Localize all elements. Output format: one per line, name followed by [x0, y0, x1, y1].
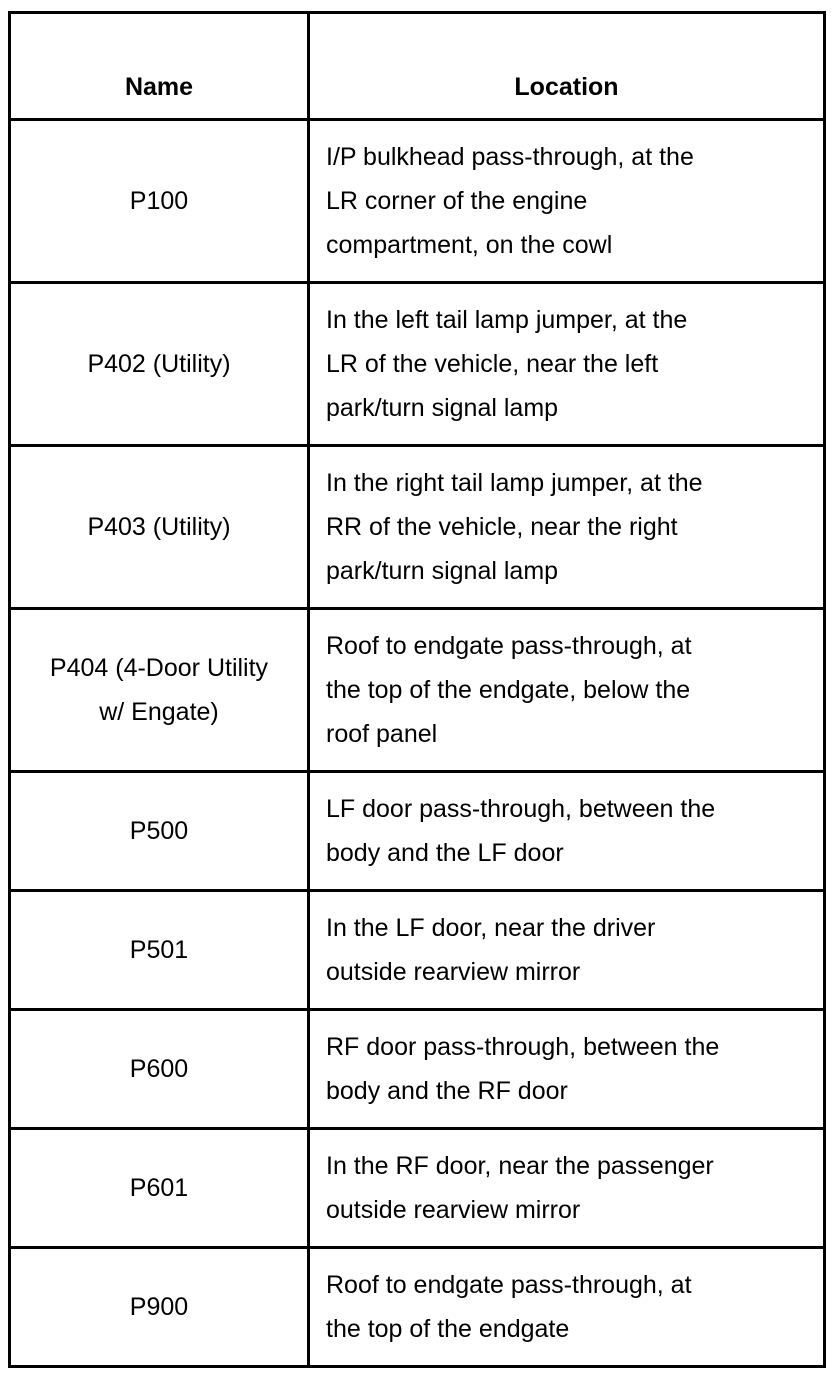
- connector-location: [309, 891, 825, 1010]
- location-line: I/P bulkhead pass-through, at the: [326, 143, 694, 171]
- location-line: In the right tail lamp jumper, at the: [326, 469, 703, 497]
- connector-location: [309, 446, 825, 609]
- table-row: [10, 1248, 825, 1367]
- location-line: In the left tail lamp jumper, at the: [326, 306, 688, 334]
- header-location: Location: [309, 13, 825, 120]
- connector-name: [10, 1129, 309, 1248]
- connector-name: [10, 891, 309, 1010]
- table-row: [10, 772, 825, 891]
- location-line: LR of the vehicle, near the left: [326, 350, 659, 378]
- table-row: [10, 283, 825, 446]
- connector-location: [309, 609, 825, 772]
- name-line: P404 (4-Door Utility: [49, 654, 269, 682]
- name-line: P601: [129, 1174, 189, 1202]
- name-line: P402 (Utility): [87, 350, 231, 378]
- connector-name: [10, 1010, 309, 1129]
- name-line: P600: [129, 1055, 189, 1083]
- name-line: P500: [129, 817, 189, 845]
- location-line: LF door pass-through, between the: [326, 795, 716, 823]
- connector-name: [10, 446, 309, 609]
- connector-name: [10, 1248, 309, 1367]
- connector-location: [309, 120, 825, 283]
- table-row: [10, 891, 825, 1010]
- location-line: the top of the endgate: [326, 1315, 570, 1343]
- location-line: outside rearview mirror: [326, 1196, 581, 1224]
- location-line: Roof to endgate pass-through, at: [326, 1271, 692, 1299]
- table-row: [10, 120, 825, 283]
- location-line: LR corner of the engine: [326, 187, 588, 215]
- name-line: P501: [129, 936, 189, 964]
- name-line: P100: [129, 187, 189, 215]
- location-line: In the RF door, near the passenger: [326, 1152, 714, 1180]
- connector-location: [309, 1248, 825, 1367]
- table-row: [10, 446, 825, 609]
- name-line: P403 (Utility): [87, 513, 231, 541]
- name-line: P900: [129, 1293, 189, 1321]
- location-line: roof panel: [326, 720, 438, 748]
- table-row: [10, 1010, 825, 1129]
- name-line: w/ Engate): [99, 698, 219, 726]
- location-line: In the LF door, near the driver: [326, 914, 656, 942]
- location-line: park/turn signal lamp: [326, 394, 559, 422]
- location-line: the top of the endgate, below the: [326, 676, 691, 704]
- connector-location: [309, 1129, 825, 1248]
- header-name: Name: [10, 13, 309, 120]
- connector-name: [10, 283, 309, 446]
- connector-name: [10, 609, 309, 772]
- location-line: Roof to endgate pass-through, at: [326, 632, 692, 660]
- connector-name: [10, 772, 309, 891]
- table-header-row: [10, 13, 825, 120]
- connector-location: [309, 772, 825, 891]
- location-line: outside rearview mirror: [326, 958, 581, 986]
- location-line: body and the RF door: [326, 1077, 568, 1105]
- connector-location: [309, 1010, 825, 1129]
- table-row: [10, 609, 825, 772]
- location-line: body and the LF door: [326, 839, 564, 867]
- location-line: RF door pass-through, between the: [326, 1033, 720, 1061]
- connector-location: [309, 283, 825, 446]
- connector-location-table: [8, 11, 826, 1368]
- connector-name: [10, 120, 309, 283]
- connector-location-table-wrapper: [8, 11, 823, 1368]
- location-line: park/turn signal lamp: [326, 557, 559, 585]
- table-row: [10, 1129, 825, 1248]
- location-line: RR of the vehicle, near the right: [326, 513, 678, 541]
- location-line: compartment, on the cowl: [326, 231, 613, 259]
